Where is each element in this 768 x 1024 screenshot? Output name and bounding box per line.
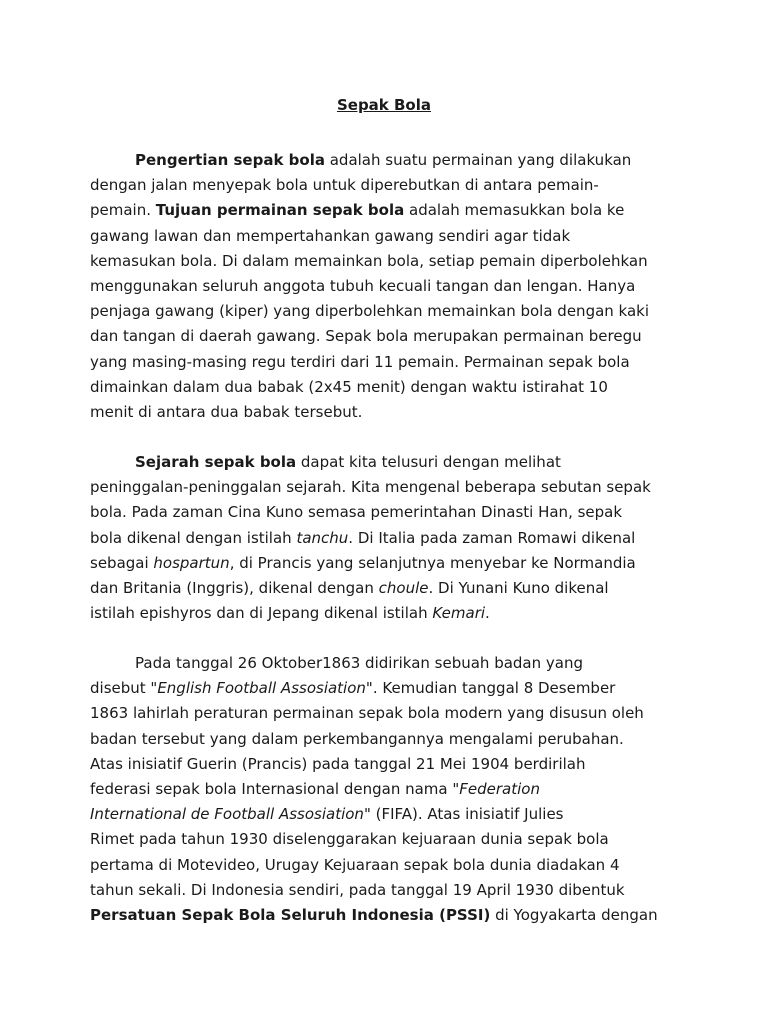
italic-text: hospartun (153, 553, 230, 572)
body-text: dan tangan di daerah gawang. Sepak bola merupakan permainan beregu (90, 327, 642, 346)
paragraph-1-line-1 (135, 150, 631, 170)
body-text: adalah suatu permainan yang dilakukan (324, 151, 632, 169)
body-text: 1863 lahirlah peraturan permainan sepak bola modern yang disusun oleh (90, 704, 644, 723)
body-text: adalah memasukkan bola ke (404, 201, 625, 220)
body-text: pertama di Motevideo, Urugay Kejuaraan sepak bola dunia diadakan 4 (90, 855, 620, 874)
body-text: gawang lawan dan mempertahankan gawang sendiri agar tidak (90, 226, 571, 245)
italic-text: "Federation (452, 780, 540, 798)
body-text: penjaga gawang (kiper) yang diperbolehkan memainkan bola dengan kaki (90, 302, 650, 321)
body-text: menggunakan seluruh anggota tubuh kecuali tangan dan lengan. Hanya (90, 277, 636, 295)
body-text: dan Britania (Inggris), dikenal dengan (90, 579, 379, 597)
paragraph-3-line-1 (135, 653, 583, 673)
body-text: . Di Yunani Kuno dikenal (428, 579, 609, 597)
paragraph-2-line-4 (90, 528, 635, 548)
body-text: badan tersebut yang dalam perkembangannya mengalami perubahan. (90, 729, 624, 748)
bold-text: Sejarah sepak bola (135, 453, 297, 471)
paragraph-1-line-11 (90, 402, 362, 422)
paragraph-3-line-2 (90, 678, 615, 698)
paragraph-1-line-10 (90, 377, 608, 397)
body-text: dengan jalan menyepak bola untuk diperebutkan di antara pemain- (90, 176, 599, 195)
bold-text: Pengertian sepak bola (135, 151, 325, 169)
paragraph-1-line-8 (90, 326, 642, 346)
body-text: federasi sepak bola Internasional dengan nama (90, 780, 453, 798)
body-text: , di Prancis yang selanjutnya menyebar ke Normandia (229, 553, 636, 572)
body-text: kemasukan bola. Di dalam memainkan bola, setiap pemain diperbolehkan (90, 251, 648, 270)
body-text: peninggalan-peninggalan sejarah. Kita mengenal beberapa sebutan sepak (90, 478, 651, 497)
paragraph-2-line-2 (90, 477, 651, 497)
body-text: istilah epishyros dan di Jepang dikenal istilah (90, 604, 433, 623)
body-text: Atas inisiatif Guerin (Prancis) pada tanggal 21 Mei 1904 berdirilah (90, 754, 586, 773)
body-text: Rimet pada tahun 1930 diselenggarakan kejuaraan dunia sepak bola (90, 830, 609, 849)
paragraph-2-line-1 (135, 452, 561, 472)
body-text: dimainkan dalam dua babak (2x45 menit) dengan waktu istirahat 10 (90, 377, 608, 396)
paragraph-1-line-7 (90, 301, 649, 321)
paragraph-3-line-7 (90, 804, 564, 824)
bold-text: Tujuan permainan sepak bola (155, 201, 405, 220)
paragraph-2-line-6 (90, 578, 609, 598)
paragraph-3-line-5 (90, 754, 585, 774)
body-text: . (485, 604, 490, 623)
paragraph-3-line-8 (90, 829, 609, 849)
paragraph-1-line-6 (90, 276, 635, 296)
paragraph-3-line-3 (90, 703, 644, 723)
body-text: menit di antara dua babak tersebut. (90, 403, 363, 421)
paragraph-1-line-4 (90, 226, 570, 246)
paragraph-2-line-5 (90, 553, 636, 573)
italic-text: Kemari (432, 604, 486, 623)
paragraph-1-line-3 (90, 200, 624, 220)
bold-text: Persatuan Sepak Bola Seluruh Indonesia (PSSI) (90, 906, 491, 924)
body-text: dapat kita telusuri dengan melihat (296, 453, 561, 471)
body-text: . Di Italia pada zaman Romawi dikenal (348, 528, 636, 547)
body-text: bola. Pada zaman Cina Kuno semasa pemerintahan Dinasti Han, sepak (90, 503, 623, 522)
paragraph-3-line-10 (90, 880, 625, 900)
body-text: disebut (90, 679, 151, 698)
italic-text: "English Football Assosiation" (150, 679, 373, 698)
italic-text: International de Football Assosiation" (90, 805, 371, 824)
body-text: bola dikenal dengan istilah (90, 528, 297, 547)
document-title: Sepak Bola (336, 96, 432, 114)
body-text: Pada tanggal 26 Oktober1863 didirikan sebuah badan yang (135, 654, 584, 672)
paragraph-3-line-9 (90, 855, 620, 875)
paragraph-2-line-7 (90, 603, 490, 623)
paragraph-1-line-2 (90, 175, 599, 195)
body-text: pemain. (90, 201, 156, 220)
paragraph-1-line-9 (90, 352, 630, 372)
body-text: di Yogyakarta dengan (490, 906, 658, 924)
paragraph-2-line-3 (90, 502, 622, 522)
paragraph-3-line-11 (90, 905, 658, 925)
body-text: . Kemudian tanggal 8 Desember (372, 679, 616, 698)
italic-text: choule (378, 579, 429, 597)
italic-text: tanchu (296, 528, 349, 547)
body-text: tahun sekali. Di Indonesia sendiri, pada tanggal 19 April 1930 dibentuk (90, 880, 625, 899)
body-text: sebagai (90, 553, 154, 572)
body-text: yang masing-masing regu terdiri dari 11 pemain. Permainan sepak bola (90, 352, 630, 371)
paragraph-3-line-6 (90, 779, 540, 799)
body-text: (FIFA). Atas inisiatif Julies (370, 805, 564, 824)
paragraph-1-line-5 (90, 251, 648, 271)
paragraph-3-line-4 (90, 729, 624, 749)
